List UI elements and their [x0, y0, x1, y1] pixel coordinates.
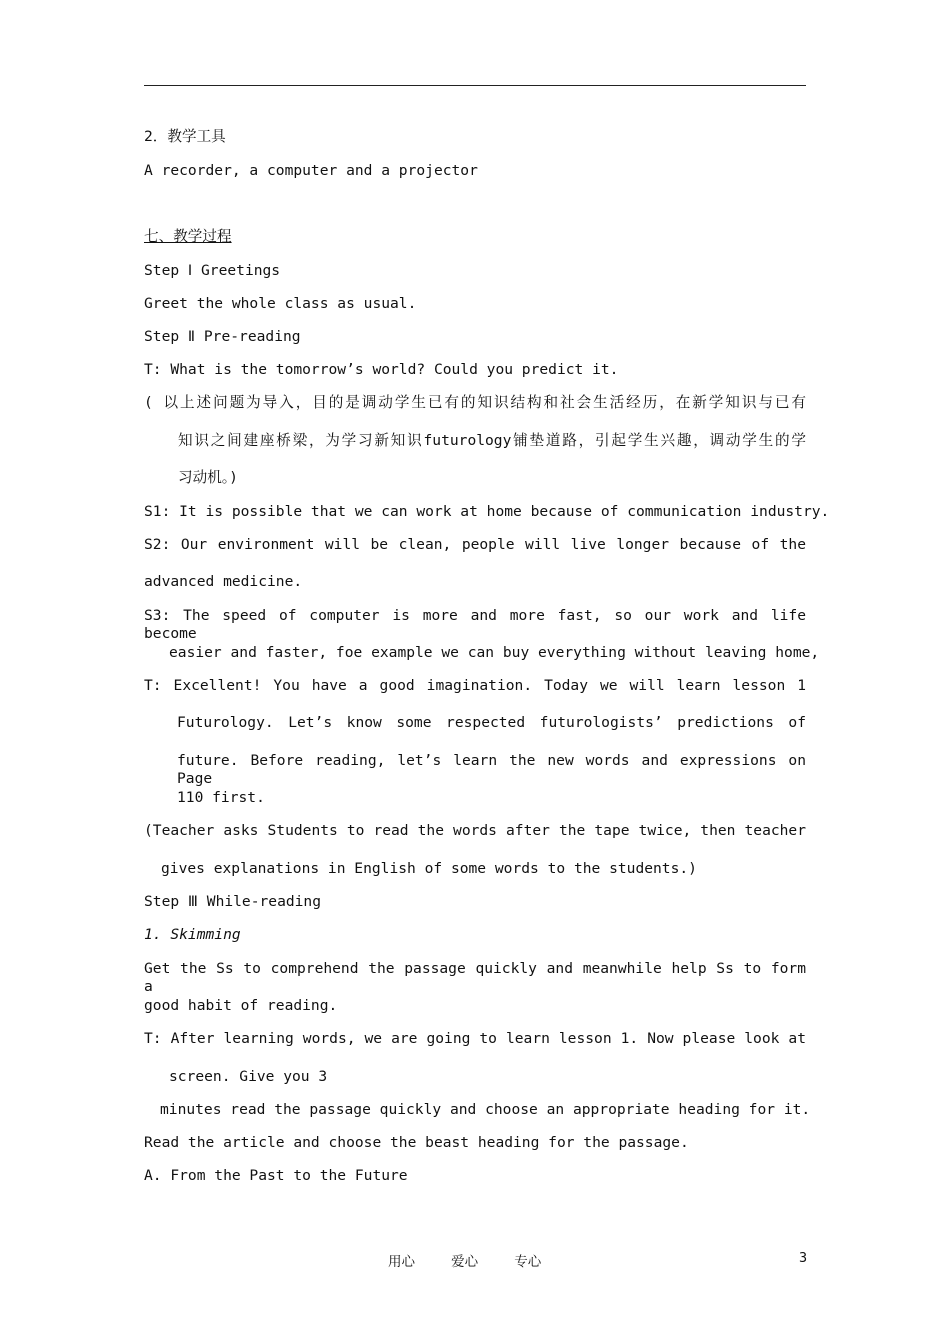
- footer-word-3: 专心: [514, 1254, 542, 1270]
- note1-line3: 习动机。): [178, 469, 238, 486]
- note2-line1: (Teacher asks Students to read the words after the tape twice, then teacher: [144, 822, 806, 839]
- page-footer: [388, 1250, 569, 1270]
- t2-line3: future. Before reading, let’s learn the new words and expressions on Page: [177, 752, 806, 787]
- t2-line4: 110 first.: [177, 789, 265, 806]
- step1-text: Greet the whole class as usual.: [144, 295, 417, 312]
- t3-line2: screen. Give you 3: [169, 1068, 328, 1085]
- teacher-question: T: What is the tomorrow’s world? Could you predict it.: [144, 361, 619, 378]
- s2-line2: advanced medicine.: [144, 573, 303, 590]
- get-line2: good habit of reading.: [144, 997, 338, 1014]
- footer-word-2: 爱心: [451, 1254, 479, 1270]
- option-a: A. From the Past to the Future: [144, 1167, 408, 1184]
- skimming-heading: 1. Skimming: [144, 926, 241, 943]
- page-number: 3: [799, 1250, 808, 1266]
- s3-line2: easier and faster, foe example we can buy everything without leaving home,: [169, 644, 820, 661]
- read-instruction: Read the article and choose the beast heading for the passage.: [144, 1134, 689, 1151]
- t3-line1: T: After learning words, we are going to learn lesson 1. Now please look at: [144, 1030, 806, 1047]
- t3-line3: minutes read the passage quickly and choose an appropriate heading for it.: [160, 1101, 811, 1118]
- tools-heading: 2．教学工具: [144, 128, 226, 145]
- note1-line1: ( 以上述问题为导入，目的是调动学生已有的知识结构和社会生活经历，在新学知识与已有: [144, 394, 806, 411]
- step2-title: Step Ⅱ Pre-reading: [144, 328, 301, 345]
- t2-line1: T: Excellent! You have a good imagination. Today we will learn lesson 1: [144, 677, 806, 694]
- process-heading: 七、教学过程: [144, 228, 232, 245]
- header-rule: [144, 85, 806, 86]
- step1-title: Step Ⅰ Greetings: [144, 262, 281, 279]
- s2-line1: S2: Our environment will be clean, people will live longer because of the: [144, 536, 806, 553]
- step3-title: Step Ⅲ While-reading: [144, 893, 321, 910]
- tools-text: A recorder, a computer and a projector: [144, 162, 478, 179]
- s1-answer: S1: It is possible that we can work at home because of communication industry.: [144, 503, 830, 520]
- s3-line1: S3: The speed of computer is more and more fast, so our work and life become: [144, 607, 806, 642]
- footer-word-1: 用心: [388, 1254, 415, 1270]
- get-line1: Get the Ss to comprehend the passage quickly and meanwhile help Ss to form a: [144, 960, 806, 995]
- t2-line2: Futurology. Let’s know some respected futurologists’ predictions of: [177, 714, 806, 731]
- note2-line2: gives explanations in English of some words to the students.): [161, 860, 697, 877]
- note1-line2: 知识之间建座桥梁，为学习新知识futurology铺垫道路，引起学生兴趣，调动学生的学: [178, 432, 806, 449]
